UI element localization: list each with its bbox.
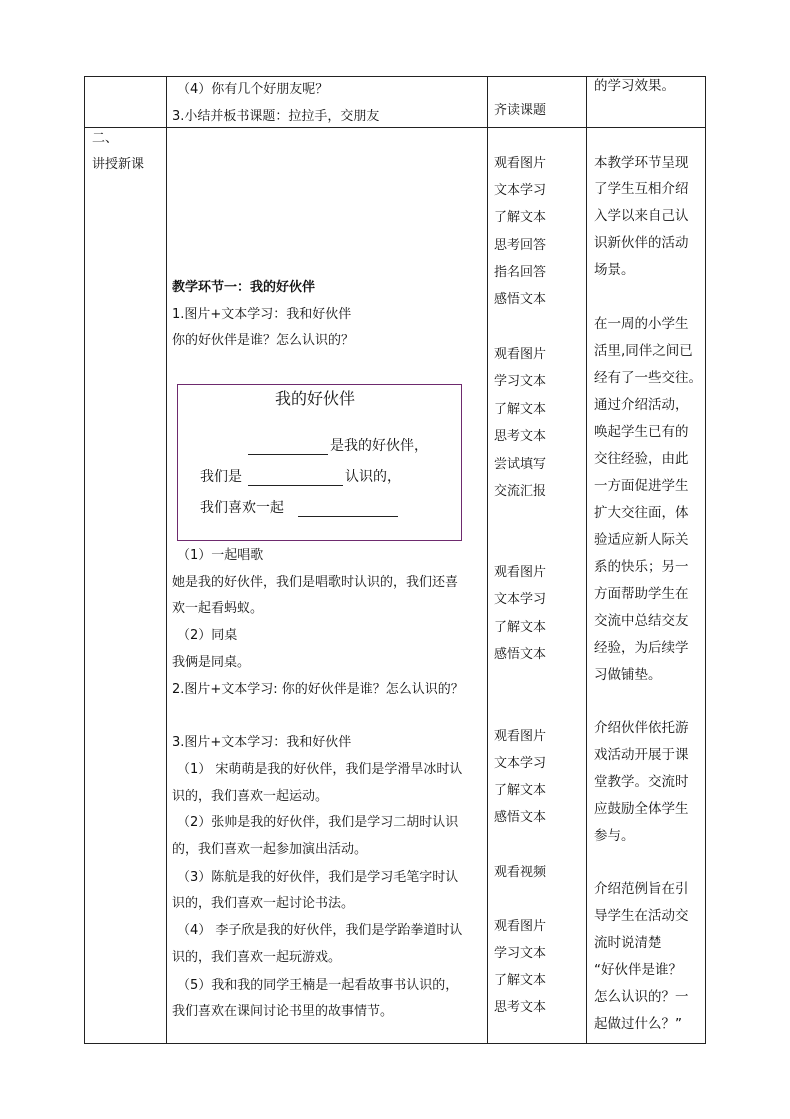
activity-g3-4: 感悟文本	[494, 647, 547, 662]
section-number: 二、	[92, 131, 119, 146]
worksheet-line2-prefix: 我们是	[200, 469, 242, 485]
fill-in-worksheet-box	[177, 384, 462, 541]
activity-g4-2: 文本学习	[494, 756, 547, 771]
table-border-left	[84, 76, 85, 1044]
activity-g1-6: 感悟文本	[494, 292, 547, 307]
intent-p2-8: 扩大交往面，体	[594, 505, 689, 521]
top-row-question: （4）你有几个好朋友呢？	[177, 82, 329, 97]
item3-2-line-b: 的，我们喜欢一起参加演出活动。	[172, 842, 368, 857]
item3-1-line-a: （1） 宋萌萌是我的好伙伴，我们是学滑旱冰时认	[177, 762, 463, 777]
activity-g1-5: 指名回答	[494, 265, 547, 280]
intent-p2-9: 验适应新人际关	[594, 532, 689, 548]
intent-p2-11: 方面帮助学生在	[594, 586, 689, 602]
intent-p2-12: 交流中总结交友	[594, 613, 689, 629]
intent-p2-1: 在一周的小学生	[594, 316, 689, 332]
activity-g2-1: 观看图片	[494, 347, 547, 362]
activity-g4-4: 感悟文本	[494, 810, 547, 825]
activity-g1-4: 思考回答	[494, 238, 547, 253]
activity-g2-2: 学习文本	[494, 374, 547, 389]
intent-p1-4: 识新伙伴的活动	[594, 235, 689, 251]
worksheet-line2-suffix: 认识的，	[345, 469, 401, 485]
activity-g3-1: 观看图片	[494, 565, 547, 580]
intent-p4-5: 怎么认识的？一	[594, 989, 689, 1005]
section-name: 讲授新课	[92, 157, 145, 172]
item3-4-line-a: （4） 李子欣是我的好伙伴，我们是学跆拳道时认	[177, 923, 463, 938]
worksheet-blank-where[interactable]	[248, 485, 343, 486]
activity-g1-1: 观看图片	[494, 156, 547, 171]
item3-5-line-b: 我们喜欢在课间讨论书里的故事情节。	[172, 1004, 394, 1019]
teaching-step-heading: 教学环节一：我的好伙伴	[172, 280, 316, 295]
table-border-right	[705, 76, 706, 1044]
table-col-divider-1	[166, 76, 167, 1044]
activity-g2-4: 思考文本	[494, 429, 547, 444]
intent-p3-2: 戏活动开展于课	[594, 747, 689, 763]
activity-g2-3: 了解文本	[494, 402, 547, 417]
intent-p2-2: 活里,同伴之间已	[594, 343, 693, 359]
item3-4-line-b: 识的，我们喜欢一起玩游戏。	[172, 950, 342, 965]
worksheet-title: 我的好伙伴	[275, 389, 356, 408]
intent-p3-5: 参与。	[594, 828, 635, 844]
activity-g6-3: 了解文本	[494, 973, 547, 988]
intent-p4-3: 流时说清楚	[594, 935, 662, 951]
intent-p3-4: 应鼓励全体学生	[594, 801, 689, 817]
intent-p2-4: 通过介绍活动，	[594, 397, 689, 413]
intent-p2-5: 唤起学生已有的	[594, 424, 689, 440]
intent-p2-6: 交往经验，由此	[594, 451, 689, 467]
sub2-title: （2）同桌	[177, 628, 238, 643]
item3-5-line-a: （5）我和我的同学王楠是一起看故事书认识的，	[177, 978, 459, 993]
activity-g6-2: 学习文本	[494, 946, 547, 961]
activity-g6-1: 观看图片	[494, 919, 547, 934]
activity-g6-4: 思考文本	[494, 1000, 547, 1015]
table-col-divider-3	[586, 76, 587, 1044]
intent-p2-14: 习做铺垫。	[594, 667, 662, 683]
intent-p4-6: 起做过什么？”	[594, 1016, 682, 1032]
item3-1-line-b: 识的，我们喜欢一起运动。	[172, 789, 329, 804]
sub1-text-a: 她是我的好伙伴，我们是唱歌时认识的，我们还喜	[172, 575, 459, 590]
item3-3-line-b: 识的，我们喜欢一起讨论书法。	[172, 896, 355, 911]
sub1-title: （1）一起唱歌	[177, 548, 264, 563]
worksheet-line1-text: 是我的好伙伴，	[330, 438, 428, 454]
activity-g3-2: 文本学习	[494, 592, 547, 607]
activity-g4-3: 了解文本	[494, 783, 547, 798]
item3-2-line-a: （2）张帅是我的好伙伴，我们是学习二胡时认识	[177, 815, 459, 830]
intent-p2-10: 系的快乐；另一	[594, 559, 689, 575]
top-row-intent: 的学习效果。	[594, 78, 675, 94]
intent-p3-3: 堂教学。交流时	[594, 774, 689, 790]
intent-p1-1: 本教学环节呈现	[594, 155, 689, 171]
intent-p1-5: 场景。	[594, 262, 635, 278]
item1-question: 你的好伙伴是谁？怎么认识的？	[172, 333, 355, 348]
intent-p2-3: 经有了一些交往。	[594, 370, 702, 386]
top-row-summary: 3.小结并板书课题：拉拉手，交朋友	[172, 109, 380, 124]
activity-g4-1: 观看图片	[494, 729, 547, 744]
worksheet-blank-name[interactable]	[248, 454, 328, 455]
table-border-bottom	[84, 1043, 706, 1044]
worksheet-line3-prefix: 我们喜欢一起	[200, 500, 284, 516]
intent-p2-7: 一方面促进学生	[594, 478, 689, 494]
worksheet-blank-activity[interactable]	[298, 516, 398, 517]
top-row-activity: 齐读课题	[494, 103, 547, 118]
intent-p4-4: “好伙伴是谁？	[594, 962, 682, 978]
activity-g1-2: 文本学习	[494, 183, 547, 198]
intent-p1-2: 了学生互相介绍	[594, 181, 689, 197]
sub2-text: 我俩是同桌。	[172, 655, 251, 670]
item3-title: 3.图片+文本学习：我和好伙伴	[172, 735, 352, 750]
table-col-divider-2	[487, 76, 488, 1044]
intent-p1-3: 入学以来自己认	[594, 208, 689, 224]
intent-p3-1: 介绍伙伴依托游	[594, 720, 689, 736]
item2-text: 2.图片+文本学习: 你的好伙伴是谁？怎么认识的？	[172, 682, 464, 697]
activity-g1-3: 了解文本	[494, 210, 547, 225]
activity-g5-1: 观看视频	[494, 865, 547, 880]
intent-p4-2: 导学生在活动交	[594, 908, 689, 924]
activity-g2-5: 尝试填写	[494, 457, 547, 472]
table-row-divider	[84, 127, 706, 128]
activity-g2-6: 交流汇报	[494, 484, 547, 499]
activity-g3-3: 了解文本	[494, 620, 547, 635]
intent-p2-13: 经验，为后续学	[594, 640, 689, 656]
sub1-text-b: 欢一起看蚂蚁。	[172, 601, 264, 616]
item1-title: 1.图片+文本学习：我和好伙伴	[172, 307, 352, 322]
item3-3-line-a: （3）陈航是我的好伙伴，我们是学习毛笔字时认	[177, 870, 459, 885]
table-border-top	[84, 76, 706, 77]
intent-p4-1: 介绍范例旨在引	[594, 881, 689, 897]
